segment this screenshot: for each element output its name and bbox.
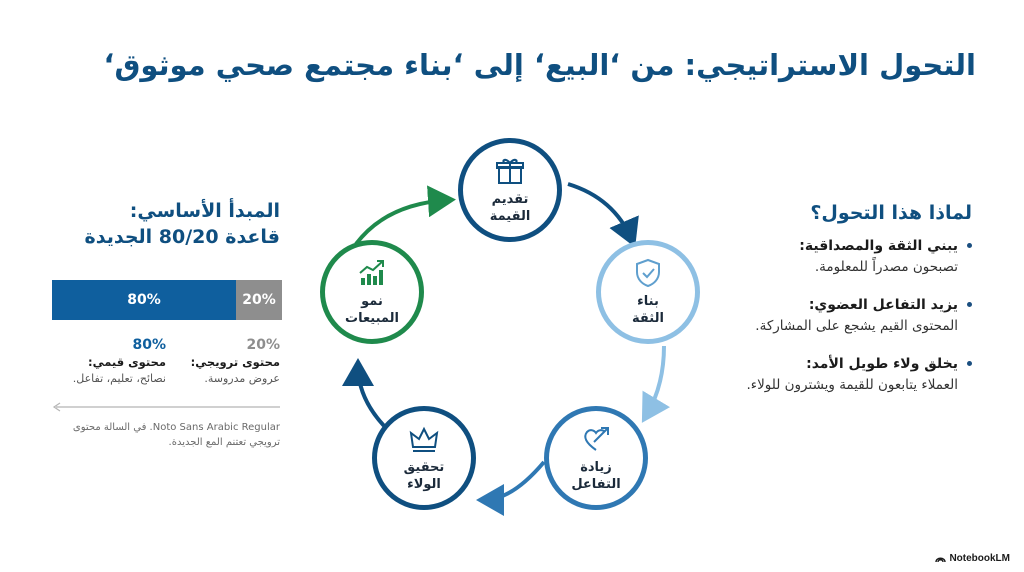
footnote: Noto Sans Arabic Regular. في السالة محتوى ترويجي تعتنم المع الجديدة. [72,422,280,448]
reason-title: يزيد التفاعل العضوي: [808,297,958,313]
ratio-bar-promo-label: 20% [242,292,276,308]
bullet-icon [967,302,972,307]
cycle-node-growth [320,240,424,344]
reason-title: يبني الثقة والمصداقية: [799,238,958,254]
shield-check-icon [632,257,664,289]
growth-chart-icon [356,257,388,289]
cycle-node-loyalty-label: تحقيق الولاء [403,460,445,492]
cycle-node-engage-label: زيادة التفاعل [571,460,621,492]
heart-arrow-icon [580,423,612,455]
arrow-growth-to-value [356,200,448,244]
reason-item [722,354,972,395]
value-content-pct: 80% [132,337,166,353]
reasons-list [722,236,972,413]
arrow-loyalty-to-growth [358,366,388,430]
ratio-bar [52,280,282,320]
cycle-node-loyalty [372,406,476,510]
principle-heading-line1: المبدأ الأساسي: [129,200,280,222]
arrow-engage-to-loyalty [484,462,544,500]
cycle-node-trust [596,240,700,344]
reason-desc: المحتوى القيم يشجع على المشاركة. [755,318,958,334]
divider-arrow-icon [52,402,280,412]
ratio-bar-value-label: 80% [127,292,161,308]
principle-heading-line2: قاعدة 80/20 الجديدة [84,226,280,248]
reason-desc: تصبحون مصدراً للمعلومة. [814,259,958,275]
brand-logo [935,553,1010,564]
ratio-bar-promo-segment [236,280,282,320]
ratio-bar-value-segment [52,280,236,320]
slide-title: التحول الاستراتيجي: من ‘البيع‘ إلى ‘بناء مجتمع صحي موثوق‘ [103,48,976,82]
arrow-trust-to-engage [646,346,664,416]
cycle-node-trust-label: بناء الثقة [632,294,664,326]
cycle-node-value-label: تقديم القيمة [489,192,531,224]
reason-item [722,295,972,336]
promo-content-pct: 20% [246,337,280,353]
notebooklm-logo-icon [935,554,946,563]
why-heading: لماذا هذا التحول؟ [810,202,972,224]
cycle-node-value [458,138,562,242]
promo-content-legend [172,336,280,386]
arrow-value-to-trust [568,184,632,240]
reason-item [722,236,972,277]
value-content-label: محتوى قيمي: [87,355,166,369]
reason-desc: العملاء يتابعون للقيمة ويشترون للولاء. [746,377,958,393]
principle-heading [48,198,280,250]
value-content-legend [48,336,166,386]
value-content-examples: نصائح، تعليم، تفاعل. [72,372,166,385]
crown-icon [408,423,440,455]
brand-name: NotebookLM [949,553,1010,564]
cycle-node-growth-label: نمو المبيعات [345,294,399,326]
promo-content-examples: عروض مدروسة. [204,372,280,385]
cycle-node-engage [544,406,648,510]
bullet-icon [967,243,972,248]
bullet-icon [967,361,972,366]
reason-title: يخلق ولاء طويل الأمد: [806,356,958,372]
promo-content-label: محتوى ترويجي: [190,355,280,369]
gift-icon [494,155,526,187]
